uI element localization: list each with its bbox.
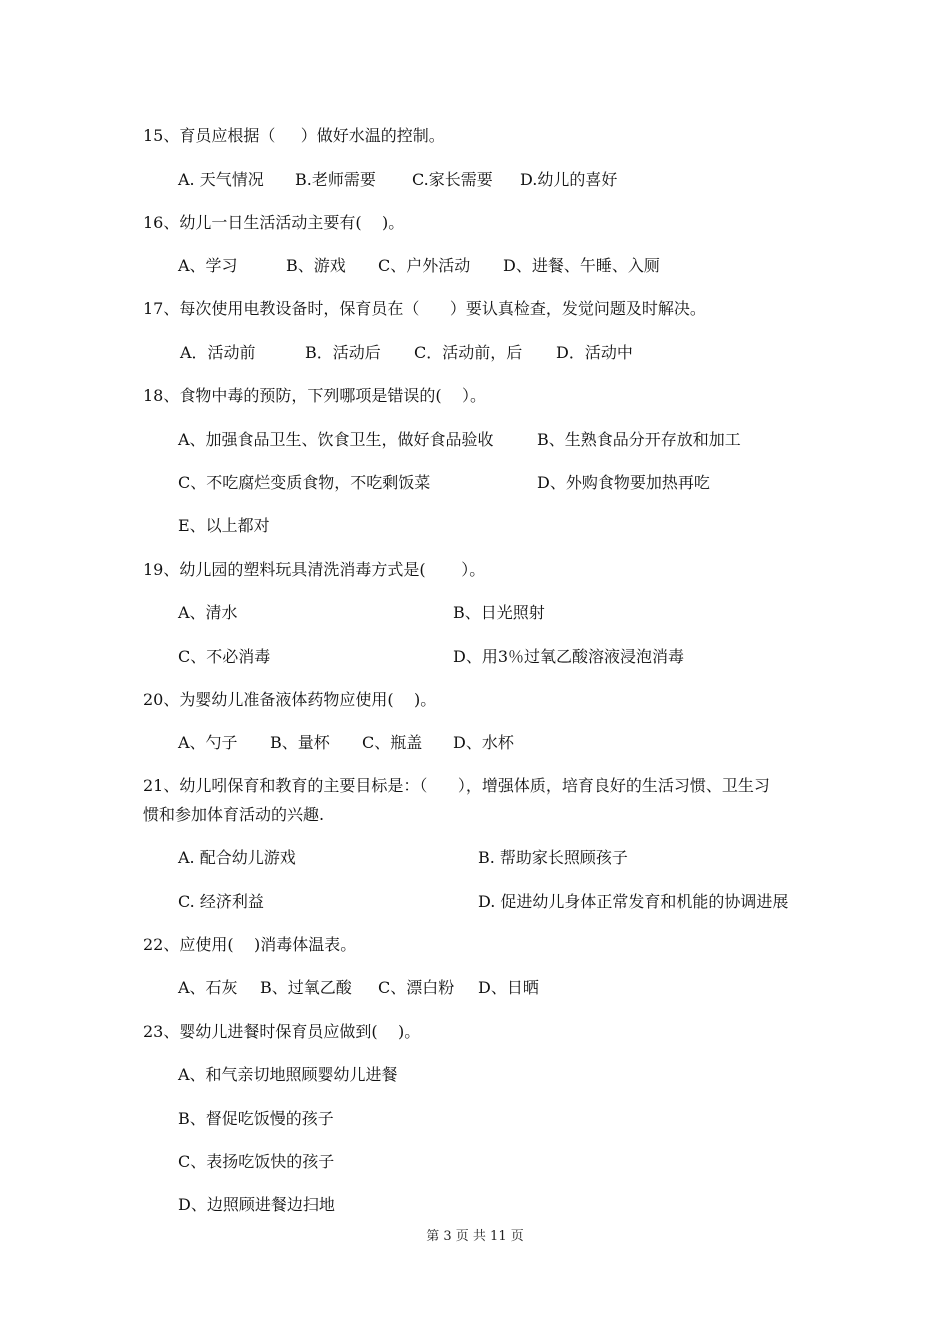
question-20-option-b: B、量杯 (270, 733, 330, 752)
question-15-option-d: D.幼儿的喜好 (520, 170, 618, 189)
question-17-option-c: C．活动前，后 (414, 343, 523, 362)
question-21-option-b: B. 帮助家长照顾孩子 (478, 848, 628, 867)
question-22-option-a: A、石灰 (178, 978, 238, 997)
question-15-option-b: B.老师需要 (295, 170, 376, 189)
question-20-option-c: C、瓶盖 (362, 733, 423, 752)
question-15-stem: 15、育员应根据（ ）做好水温的控制。 (143, 126, 445, 145)
question-16-option-d: D、进餐、午睡、入厕 (503, 256, 660, 275)
question-19-option-a: A、清水 (178, 603, 238, 622)
question-20-option-d: D、水杯 (453, 733, 514, 752)
question-15-option-a: A. 天气情况 (178, 170, 264, 189)
question-21-option-d: D. 促进幼儿身体正常发育和机能的协调进展 (478, 892, 789, 911)
page-number-footer: 第 3 页 共 11 页 (426, 1229, 524, 1244)
question-23-option-b: B、督促吃饭慢的孩子 (178, 1109, 334, 1128)
question-16-option-b: B、游戏 (286, 256, 346, 275)
question-17-option-d: D．活动中 (556, 343, 633, 362)
question-18-option-b: B、生熟食品分开存放和加工 (537, 430, 741, 449)
question-23-option-d: D、边照顾进餐边扫地 (178, 1195, 335, 1214)
question-16-stem: 16、幼儿一日生活活动主要有( )。 (143, 213, 405, 232)
question-17-stem: 17、每次使用电教设备时，保育员在（ ）要认真检查，发觉问题及时解决。 (143, 299, 706, 318)
question-22-stem: 22、应使用( )消毒体温表。 (143, 935, 357, 954)
question-18-option-c: C、不吃腐烂变质食物，不吃剩饭菜 (178, 473, 431, 492)
question-21-stem: 21、幼儿吲保育和教育的主要目标是：（ ），增强体质，培育良好的生活习惯、卫生习 (143, 776, 770, 795)
question-23-option-a: A、和气亲切地照顾婴幼儿进餐 (178, 1065, 398, 1084)
question-18-option-d: D、外购食物要加热再吃 (537, 473, 710, 492)
question-20-stem: 20、为婴幼儿准备液体药物应使用( )。 (143, 690, 437, 709)
question-22-option-c: C、漂白粉 (378, 978, 455, 997)
question-18-option-a: A、加强食品卫生、饮食卫生，做好食品验收 (178, 430, 494, 449)
question-22-option-b: B、过氧乙酸 (260, 978, 352, 997)
question-16-option-a: A、学习 (178, 256, 238, 275)
question-21-stem-continued: 惯和参加体育活动的兴趣. (143, 805, 325, 824)
question-23-option-c: C、表扬吃饭快的孩子 (178, 1152, 335, 1171)
question-19-option-d: D、用3％过氧乙酸溶液浸泡消毒 (453, 647, 685, 666)
question-18-stem: 18、食物中毒的预防，下列哪项是错误的( ）。 (143, 386, 486, 405)
question-19-option-c: C、不必消毒 (178, 647, 271, 666)
question-21-option-a: A. 配合幼儿游戏 (178, 848, 296, 867)
question-19-option-b: B、日光照射 (453, 603, 545, 622)
question-18-option-e: E、以上都对 (178, 516, 270, 535)
question-22-option-d: D、日晒 (478, 978, 539, 997)
question-21-option-c: C. 经济利益 (178, 892, 264, 911)
question-17-option-a: A．活动前 (180, 343, 256, 362)
question-17-option-b: B．活动后 (305, 343, 381, 362)
question-16-option-c: C、户外活动 (378, 256, 471, 275)
question-23-stem: 23、婴幼儿进餐时保育员应做到( )。 (143, 1022, 421, 1041)
question-20-option-a: A、勺子 (178, 733, 238, 752)
question-19-stem: 19、幼儿园的塑料玩具清洗消毒方式是( ）。 (143, 560, 486, 579)
question-15-option-c: C.家长需要 (412, 170, 493, 189)
